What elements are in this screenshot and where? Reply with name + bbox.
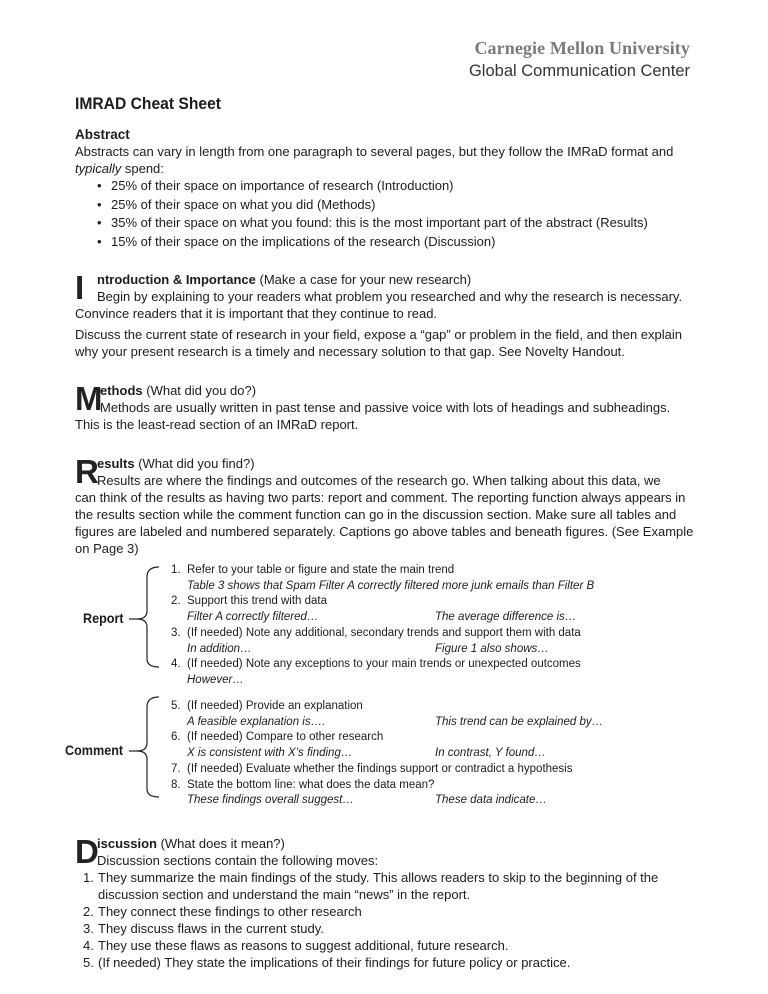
item-text: They summarize the main findings of the study. This allows readers to skip to the beginning of the discussion section and understand the main “news” in the report. [98, 870, 659, 902]
report-brace [137, 567, 159, 667]
introduction-subtitle: (Make a case for your new research) [255, 272, 472, 287]
example-left: Filter A correctly filtered… [187, 611, 319, 624]
item-text: Support this trend with data [187, 595, 327, 608]
results-structure [65, 563, 700, 823]
item-text: They connect these findings to other research [98, 904, 362, 919]
methods-subtitle: (What did you do?) [142, 383, 257, 398]
methods-heading: ethods [100, 383, 143, 398]
methods-para-b: This is the least-read section of an IMRaD report. [75, 417, 359, 432]
list-item: • 15% of their space on the implications of the research (Discussion) [75, 233, 700, 252]
list-item: • 25% of their space on importance of research (Introduction) [75, 177, 700, 196]
center-name: Global Communication Center [468, 62, 690, 80]
item-text: They discuss flaws in the current study. [98, 921, 324, 936]
report-label: Report [83, 610, 124, 626]
comment-label: Comment [65, 742, 124, 758]
item-number: 4. [171, 658, 181, 671]
methods-para-a: Methods are usually written in past tense and passive voice with lots of headings and subheadings. [100, 400, 671, 415]
example-left: A feasible explanation is…. [187, 715, 326, 728]
item-number: 5. [83, 955, 94, 970]
example-left: In addition… [187, 642, 252, 655]
item-number: 1. [171, 564, 181, 576]
list-item [171, 778, 711, 794]
example-right: These data indicate… [435, 794, 547, 807]
page-title: IMRAD Cheat Sheet [75, 94, 221, 113]
item-number: 5. [171, 700, 181, 712]
item-text: Refer to your table or figure and state the main trend [187, 564, 455, 576]
discussion-heading: iscussion [97, 836, 157, 851]
list-item [171, 762, 711, 778]
list-item [171, 657, 711, 673]
item-number: 2. [83, 904, 94, 919]
example-row [171, 715, 711, 731]
example-left: Table 3 shows that Spam Filter A correctly filtered more junk emails than Filter B [187, 579, 595, 592]
item-text: (If needed) They state the implications of their findings for future policy or practice. [98, 955, 571, 970]
introduction-para1-b: Convince readers that it is important that they continue to read. [75, 306, 438, 321]
item-number: 3. [171, 626, 181, 639]
results-dropcap: R [75, 453, 99, 490]
introduction-heading-line [75, 271, 700, 288]
university-name: Carnegie Mellon University [474, 38, 690, 58]
item-number: 3. [83, 921, 94, 936]
list-item [61, 920, 700, 937]
list-item [61, 903, 700, 920]
example-row [171, 793, 711, 809]
methods-section [75, 382, 700, 433]
results-subtitle: (What did you find?) [134, 456, 255, 471]
abstract-intro-emphasis: typically [75, 161, 122, 176]
results-para-a: Results are where the findings and outcomes of the research go. When talking about this data, we [97, 473, 661, 488]
document-body [65, 126, 700, 971]
item-number: 8. [171, 778, 181, 791]
results-heading-line [75, 455, 700, 472]
abstract-section [75, 126, 700, 251]
list-item [171, 730, 711, 746]
results-section [75, 455, 700, 557]
example-left: However… [187, 673, 244, 686]
item-text: (If needed) Provide an explanation [187, 700, 363, 712]
comment-items [171, 699, 711, 809]
abstract-intro-text: Abstracts can vary in length from one paragraph to several pages, but they follow the IMRaD format and [75, 144, 674, 159]
item-number: 1. [83, 870, 94, 885]
list-item [61, 869, 700, 903]
item-number: 7. [171, 762, 181, 775]
list-item [171, 699, 711, 715]
methods-dropcap: M [75, 380, 103, 417]
list-item: • 35% of their space on what you found: this is the most important part of the abstract (Results) [75, 214, 700, 233]
item-text: (If needed) Compare to other research [187, 731, 384, 744]
list-item [171, 626, 711, 642]
example-left: These findings overall suggest… [187, 794, 354, 807]
introduction-heading: ntroduction & Importance [97, 272, 256, 287]
list-item [61, 954, 700, 971]
header [469, 38, 690, 81]
item-number: 2. [171, 595, 181, 608]
list-item: • 25% of their space on what you did (Methods) [75, 196, 700, 215]
brace-graphics [75, 563, 175, 823]
introduction-dropcap: I [75, 269, 85, 306]
abstract-intro-end: spend: [121, 161, 164, 176]
list-item [61, 937, 700, 954]
example-right: The average difference is… [435, 611, 577, 624]
discussion-intro: Discussion sections contain the following moves: [97, 853, 379, 868]
example-row [171, 610, 711, 626]
abstract-heading: Abstract [75, 127, 130, 142]
list-item [171, 594, 711, 610]
introduction-para2: Discuss the current state of research in your field, expose a “gap” or problem in the field, and then explain why your present research is a timely and necessary solution to that gap. See Novelty Handout. [75, 327, 682, 359]
abstract-intro [75, 143, 700, 177]
item-number: 4. [83, 938, 94, 953]
list-item [171, 563, 711, 579]
discussion-subtitle: (What does it mean?) [156, 836, 285, 851]
report-items [171, 563, 711, 689]
example-row [171, 642, 711, 658]
introduction-para1-a: Begin by explaining to your readers what problem you researched and why the research is necessary. [97, 289, 683, 304]
item-text: They use these flaws as reasons to suggest additional, future research. [98, 938, 509, 953]
discussion-heading-line [75, 835, 700, 852]
discussion-dropcap: D [75, 833, 99, 870]
results-heading: esults [97, 456, 135, 471]
item-text: (If needed) Note any exceptions to your main trends or unexpected outcomes [187, 658, 581, 671]
discussion-list [61, 869, 700, 971]
methods-heading-line [75, 382, 700, 399]
item-number: 6. [171, 731, 181, 744]
introduction-section [75, 271, 700, 360]
comment-brace [137, 697, 159, 797]
results-para-b: can think of the results as having two parts: report and comment. The reporting function always appears in the results section while the comment function can go in the discussion section. Make sure all tables and figures are labeled and numbered separately. Captions go above tables and beneath figures. (See Example on Page 3) [75, 490, 694, 556]
abstract-bullets [75, 177, 700, 251]
item-text: (If needed) Evaluate whether the findings support or contradict a hypothesis [187, 762, 573, 775]
example-row [171, 746, 711, 762]
discussion-section [75, 835, 700, 971]
item-text: (If needed) Note any additional, secondary trends and support them with data [187, 626, 581, 639]
example-right: Figure 1 also shows… [435, 642, 549, 655]
item-text: State the bottom line: what does the data mean? [187, 778, 435, 791]
example-row [171, 673, 711, 689]
example-left: X is consistent with X’s finding… [187, 747, 353, 760]
example-right: In contrast, Y found… [435, 747, 546, 760]
example-right: This trend can be explained by… [435, 715, 604, 728]
example-row [171, 579, 711, 595]
